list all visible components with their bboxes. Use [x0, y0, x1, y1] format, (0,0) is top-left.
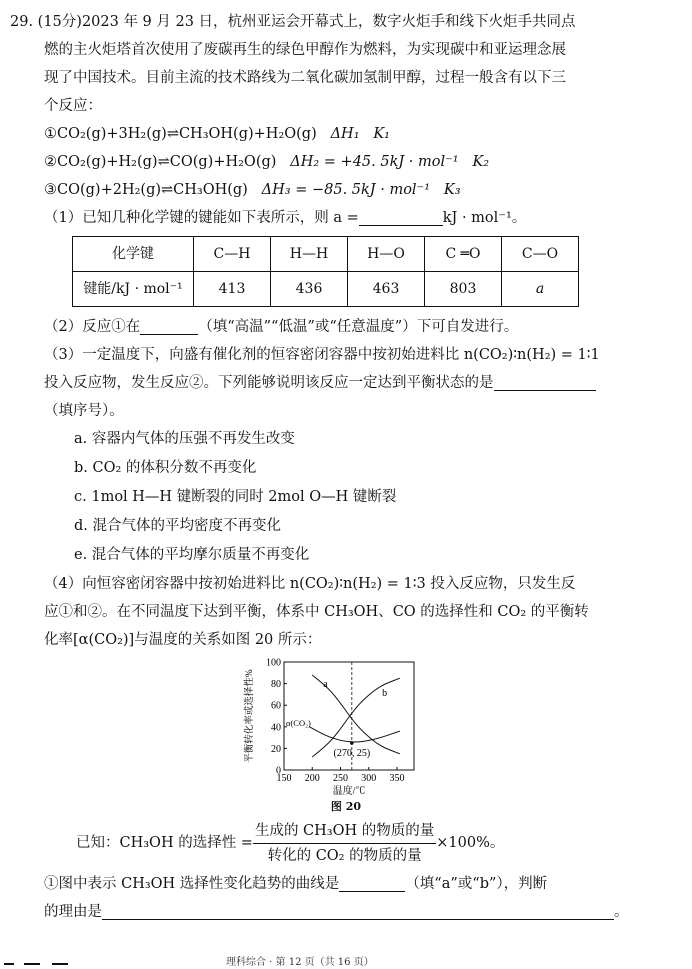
bond-energy-table [72, 236, 579, 307]
table-header-cell: 化学键 [73, 237, 194, 272]
option-c: c. 1mol H—H 键断裂的同时 2mol O—H 键断裂 [74, 489, 397, 505]
table-cell: C ═O [425, 237, 502, 272]
footer-dash [24, 963, 40, 965]
part-4-line-1: （4）向恒容密闭容器中按初始进料比 n(CO₂)∶n(H₂) = 1∶3 投入反应物，只发生反 [44, 576, 576, 592]
answer-blank-reason[interactable] [102, 901, 614, 920]
figure-20 [10, 656, 692, 816]
intro-line-3: 现了中国技术。目前主流的技术路线为二氧化碳加氢制甲醇，过程一般含有以下三 [44, 70, 566, 86]
data-point [350, 741, 354, 745]
table-cell: 413 [194, 272, 271, 307]
q29-intro [10, 8, 682, 36]
answer-blank-curve[interactable] [339, 873, 405, 892]
option-d: d. 混合气体的平均密度不再变化 [74, 518, 281, 534]
y-tick-label: 40 [271, 722, 281, 734]
part-3-line-3: （填序号）。 [44, 403, 124, 419]
y-axis-label: 平衡转化率或选择性% [245, 669, 255, 763]
part-4-line-3: 化率[α(CO₂)]与温度的关系如图 20 所示： [44, 632, 322, 648]
option-a: a. 容器内气体的压强不再发生改变 [74, 431, 295, 447]
footer-dash [4, 963, 14, 965]
option-b: b. CO₂ 的体积分数不再变化 [74, 460, 257, 476]
table-cell: 803 [425, 272, 502, 307]
reaction-3: ③CO(g)+2H₂(g)⇌CH₃OH(g) ΔH₃ = −85. 5kJ · mol⁻¹ K₃ [44, 182, 461, 198]
exam-page [10, 8, 682, 926]
answer-blank-equilibrium[interactable] [494, 372, 596, 391]
question-points: (15分) [37, 14, 82, 30]
sub-question-1: ①图中表示 CH₃OH 选择性变化趋势的曲线是 （填“a”或“b”），判断 [10, 870, 682, 898]
part-3-line-2: 投入反应物，发生反应②。下列能够说明该反应一定达到平衡状态的是 [10, 369, 682, 397]
table-cell: H—H [271, 237, 348, 272]
table-cell: H—O [348, 237, 425, 272]
intro-line-1: 2023 年 9 月 23 日，杭州亚运会开幕式上，数字火炬手和线下火炬手共同点 [81, 14, 576, 30]
table-cell: C—O [502, 237, 579, 272]
part-3-line-1: （3）一定温度下，向盛有催化剂的恒容密闭容器中按初始进料比 n(CO₂)∶n(H₂) = 1∶1 [44, 347, 600, 363]
table-row [73, 237, 579, 272]
part-2: （2）反应①在 （填“高温”“低温”或“任意温度”）下可自发进行。 [10, 313, 682, 341]
fraction-denominator: 转化的 CO₂ 的物质的量 [267, 847, 422, 864]
x-tick-label: 350 [389, 773, 405, 784]
sub-question-1-reason: 的理由是 。 [10, 898, 682, 926]
table-cell: 463 [348, 272, 425, 307]
selectivity-fraction [253, 821, 436, 866]
option-e: e. 混合气体的平均摩尔质量不再变化 [74, 547, 310, 563]
y-tick-label: 80 [271, 679, 281, 691]
table-cell: a [502, 272, 579, 307]
y-tick-label: 60 [271, 700, 281, 712]
table-cell: C—H [194, 237, 271, 272]
footer-text: 理科综合 · 第 12 页（共 16 页） [226, 957, 374, 968]
part-4-line-2: 应①和②。在不同温度下达到平衡，体系中 CH₃OH、CO 的选择性和 CO₂ 的平衡转 [44, 604, 589, 620]
answer-blank-temperature[interactable] [140, 316, 198, 335]
footer-dash [52, 963, 68, 965]
page-footer [0, 958, 692, 969]
table-row [73, 272, 579, 307]
x-tick-label: 150 [276, 773, 292, 784]
intro-line-4: 个反应： [44, 98, 102, 114]
fraction-numerator: 生成的 CH₃OH 的物质的量 [253, 821, 436, 844]
y-tick-label: 20 [271, 743, 281, 755]
series-label: α(CO₂) [286, 717, 311, 728]
answer-blank-a[interactable] [359, 207, 443, 226]
series-label: b [382, 687, 388, 699]
reaction-1: ①CO₂(g)+3H₂(g)⇌CH₃OH(g)+H₂O(g) ΔH₁ K₁ [44, 126, 390, 142]
y-tick-label: 100 [266, 657, 281, 669]
table-cell: 436 [271, 272, 348, 307]
point-label: (270, 25) [333, 748, 371, 759]
x-tick-label: 300 [361, 773, 377, 784]
part-1: （1）已知几种化学键的键能如下表所示，则 a = kJ · mol⁻¹。 [10, 204, 682, 232]
reaction-2: ②CO₂(g)+H₂(g)⇌CO(g)+H₂O(g) ΔH₂ = +45. 5kJ · mol⁻¹ K₂ [44, 154, 490, 170]
series-line-2 [309, 727, 399, 742]
x-axis-label: 温度/℃ [332, 786, 366, 797]
series-label: a [323, 679, 328, 690]
question-number: 29. [10, 14, 34, 30]
x-tick-label: 200 [304, 773, 320, 784]
intro-line-2: 燃的主火炬塔首次使用了废碳再生的绿色甲醇作为燃料，为实现碳中和亚运理念展 [44, 42, 566, 58]
x-tick-label: 250 [333, 773, 349, 784]
table-header-cell: 键能/kJ · mol⁻¹ [73, 272, 194, 307]
figure-caption: 图 20 [330, 800, 362, 813]
selectivity-definition: 已知：CH₃OH 的选择性 = $\frac{\text{生成的 CH₃OH 的物质的量}}{\text{转化的 CO₂ 的物质的量}}$ ×100%。 [76, 822, 505, 864]
y-tick-label: 0 [276, 765, 281, 777]
selectivity-chart [238, 656, 428, 798]
